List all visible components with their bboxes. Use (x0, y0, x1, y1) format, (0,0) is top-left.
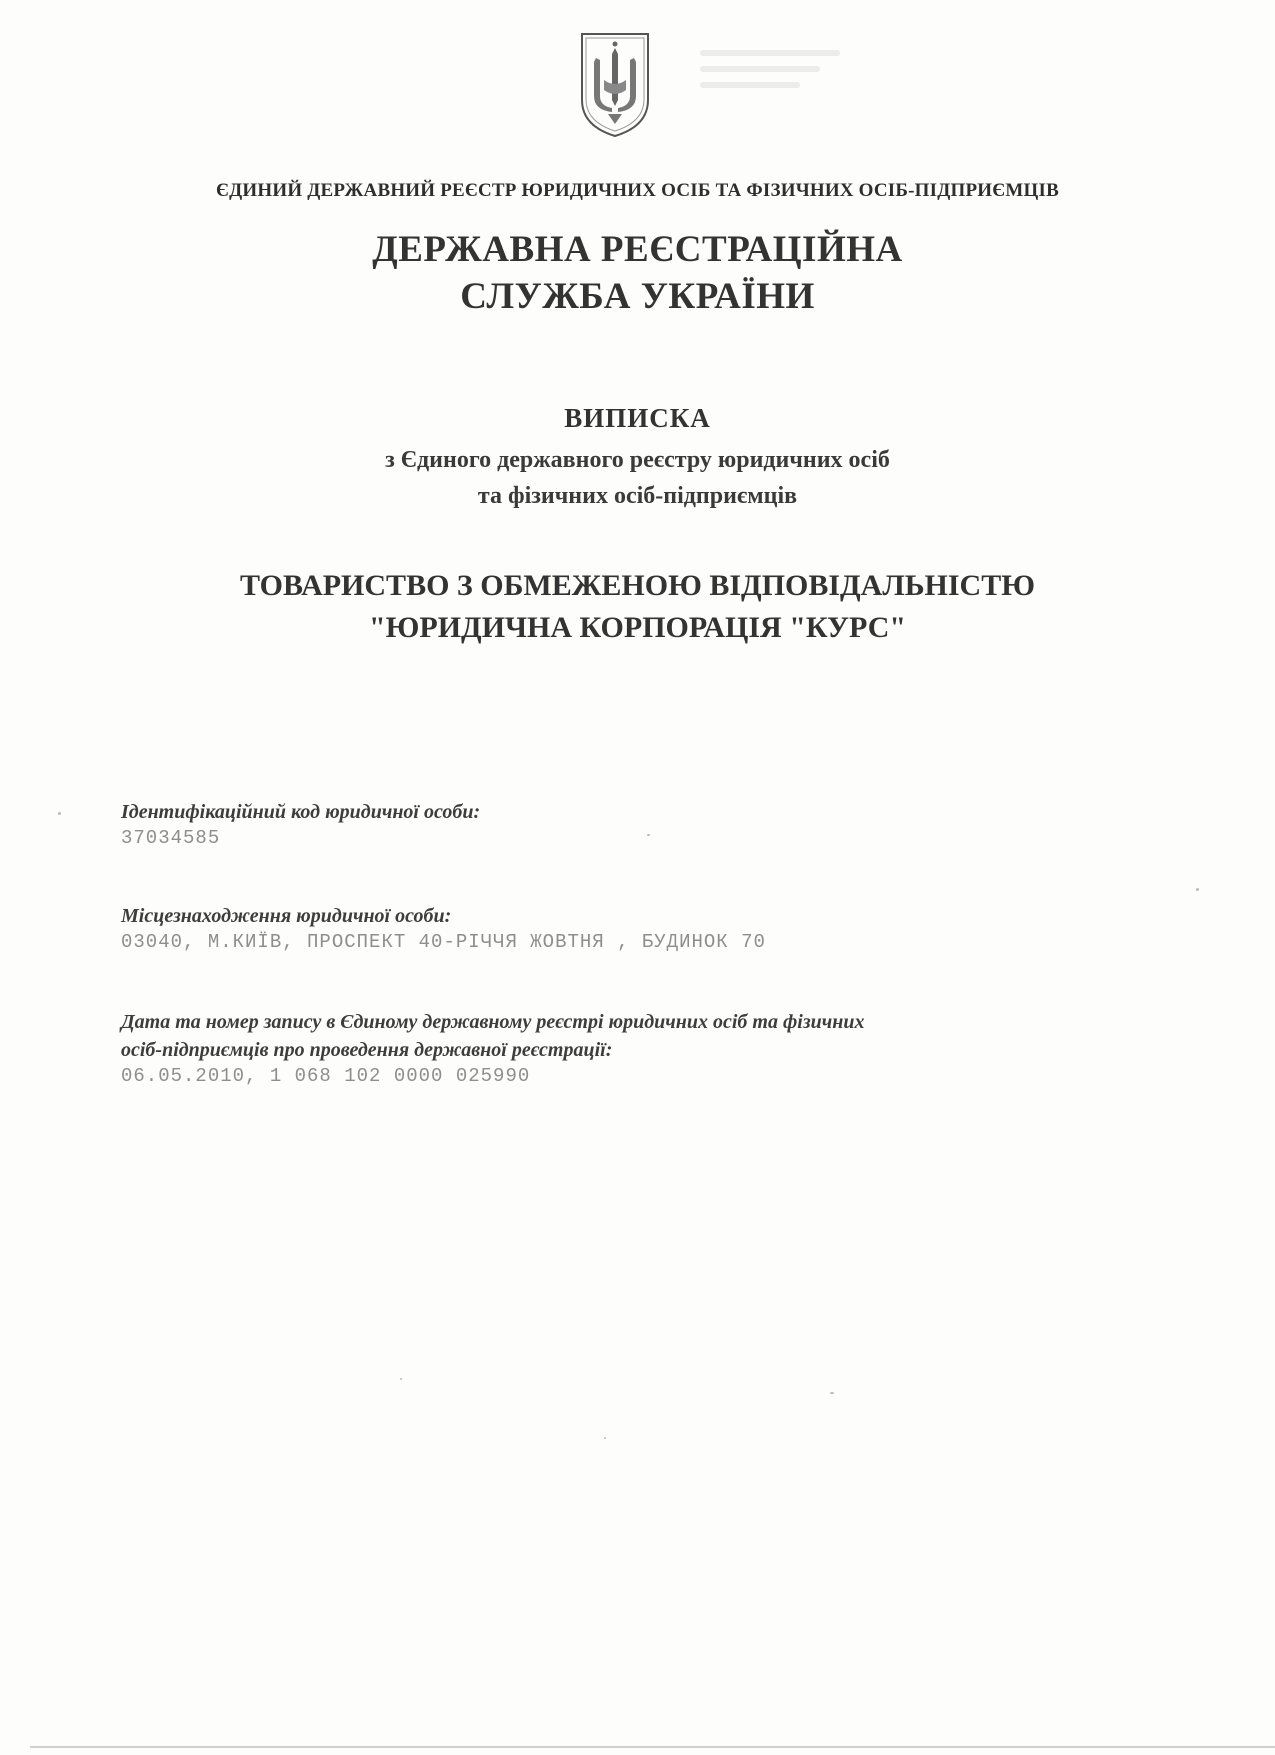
scan-speck (400, 1378, 402, 1380)
id-code-value: 37034585 (121, 827, 221, 849)
id-code-label: Ідентифікаційний код юридичної особи: (121, 801, 481, 823)
registration-record-field (121, 1008, 1121, 1088)
scan-speck (647, 834, 650, 836)
scan-speck (830, 1392, 834, 1394)
company-name (0, 565, 1275, 649)
registration-record-label-line-1: Дата та номер запису в Єдиному державному реєстрі юридичних осіб та фізичних (121, 1011, 865, 1033)
scan-speck (58, 812, 61, 815)
scan-speck (1196, 888, 1199, 891)
registration-record-label-line-2: осіб-підприємців про проведення державної реєстрації: (121, 1039, 613, 1061)
service-title (0, 226, 1275, 320)
extract-subtitle (0, 442, 1275, 514)
company-name-line-2: "ЮРИДИЧНА КОРПОРАЦІЯ "КУРС" (368, 611, 907, 644)
scan-speck (604, 1437, 606, 1439)
registration-record-value: 06.05.2010, 1 068 102 0000 025990 (121, 1065, 531, 1087)
registry-header: ЄДИНИЙ ДЕРЖАВНИЙ РЕЄСТР ЮРИДИЧНИХ ОСІБ ТА ФІЗИЧНИХ ОСІБ-ПІДПРИЄМЦІВ (216, 180, 1059, 201)
address-label: Місцезнаходження юридичної особи: (121, 905, 452, 927)
extract-subtitle-line-2: та фізичних осіб-підприємців (477, 483, 798, 509)
coat-of-arms-trident-icon (578, 30, 652, 140)
extract-title: ВИПИСКА (564, 403, 711, 433)
address-value: 03040, М.КИЇВ, ПРОСПЕКТ 40-РІЧЧЯ ЖОВТНЯ , БУДИНОК 70 (121, 931, 766, 953)
extract-subtitle-line-1: з Єдиного державного реєстру юридичних осіб (385, 447, 890, 473)
company-name-line-1: ТОВАРИСТВО З ОБМЕЖЕНОЮ ВІДПОВІДАЛЬНІСТЮ (240, 569, 1035, 602)
scan-bottom-edge (30, 1746, 1275, 1748)
faint-stamp-mark (700, 40, 860, 120)
service-title-line-2: СЛУЖБА УКРАЇНИ (460, 276, 815, 317)
address-field (121, 902, 1121, 954)
service-title-line-1: ДЕРЖАВНА РЕЄСТРАЦІЙНА (372, 229, 903, 270)
id-code-field (121, 798, 1121, 850)
